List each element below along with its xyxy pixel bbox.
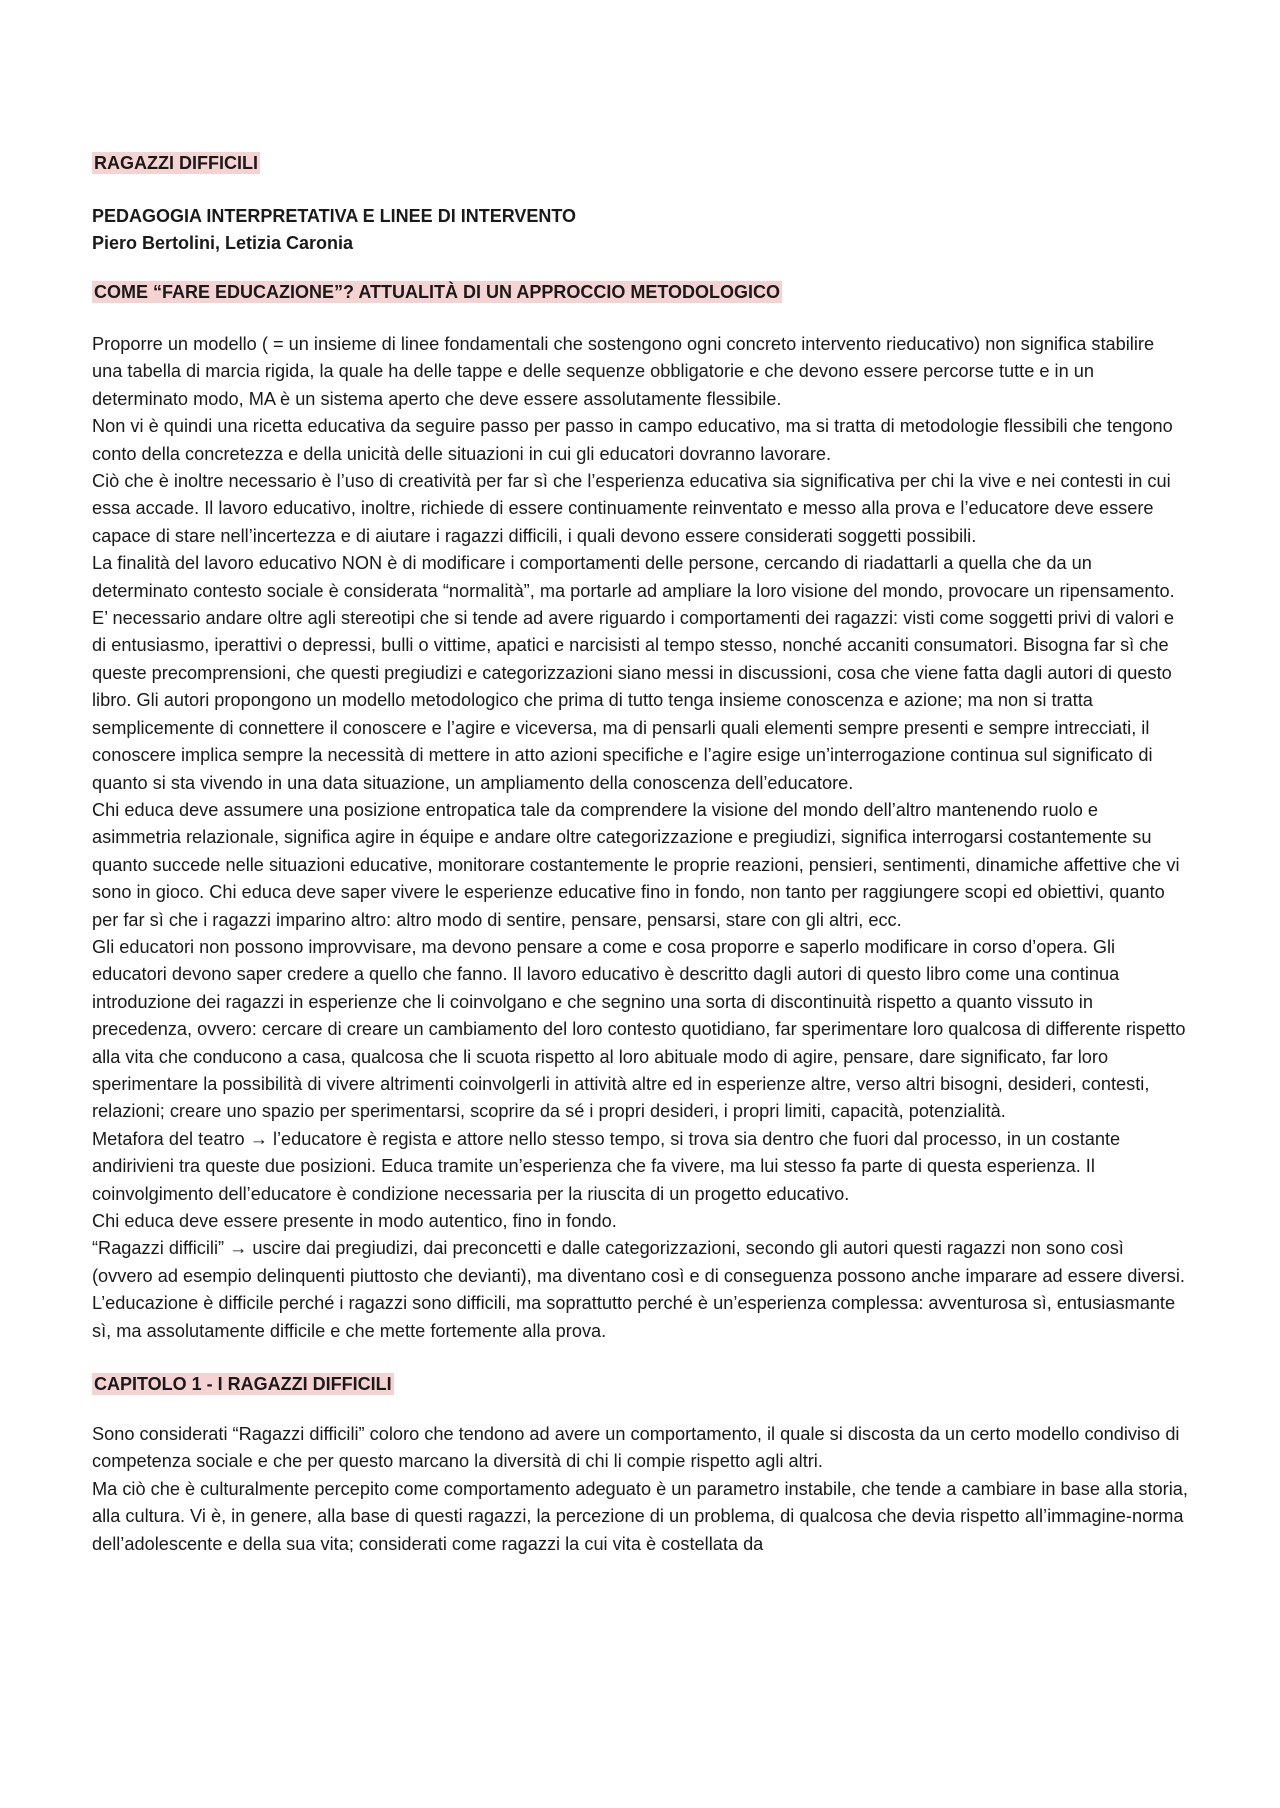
paragraph: Non vi è quindi una ricetta educativa da seguire passo per passo in campo educativo, ma si tratta di metodologie flessibili che tengono conto della concretezza e della unicità delle situazioni in cui gli educatori dovranno lavorare. xyxy=(92,416,1173,464)
section-body xyxy=(92,331,1188,1345)
paragraph: Ma ciò che è culturalmente percepito come comportamento adeguato è un parametro instabile, che tende a cambiare in base alla storia, alla cultura. Vi è, in genere, alla base di questi ragazzi, la percezione di un problema, di qualcosa che devia rispetto all’immagine-norma dell’adolescente e della sua vita; considerati come ragazzi la cui vita è costellata da xyxy=(92,1478,1188,1554)
paragraph: Sono considerati “Ragazzi difficili” coloro che tendono ad avere un comportamento, il quale si discosta da un certo modello condiviso di competenza sociale e che per questo marcano la diversità di chi li compie rispetto agli altri. xyxy=(92,1424,1180,1472)
paragraph: Metafora del teatro → l’educatore è regista e attore nello stesso tempo, si trova sia dentro che fuori dal processo, in un costante andirivieni tra queste due posizioni. Educa tramite un’esperienza che fa vivere, ma lui stesso fa parte di questa esperienza. Il coinvolgimento dell’educatore è condizione necessaria per la riuscita di un progetto educativo. xyxy=(92,1128,1121,1204)
paragraph: “Ragazzi difficili” → uscire dai pregiudizi, dai preconcetti e dalle categorizzazioni, secondo gli autori questi ragazzi non sono così (ovvero ad esempio delinquenti piuttosto che devianti), ma diventano così e di conseguenza possono anche imparare ad essere diversi. L’educazione è difficile perché i ragazzi sono difficili, ma soprattutto perché è un’esperienza complessa: avventurosa sì, entusiasmante sì, ma assolutamente difficile e che mette fortemente alla prova. xyxy=(92,1238,1185,1341)
chapter-body xyxy=(92,1421,1188,1558)
paragraph: Proporre un modello ( = un insieme di linee fondamentali che sostengono ogni concreto intervento rieducativo) non significa stabilire una tabella di marcia rigida, la quale ha delle tappe e delle sequenze obbligatorie e che devono essere percorse tutte e in un determinato modo, MA è un sistema aperto che deve essere assolutamente flessibile. xyxy=(92,334,1155,409)
chapter-heading-block xyxy=(92,1371,1188,1397)
document-title-block xyxy=(92,150,1188,176)
chapter-heading: CAPITOLO 1 - I RAGAZZI DIFFICILI xyxy=(94,1374,392,1395)
book-title: PEDAGOGIA INTERPRETATIVA E LINEE DI INTERVENTO xyxy=(92,206,577,226)
document-title: RAGAZZI DIFFICILI xyxy=(94,153,258,173)
book-authors: Piero Bertolini, Letizia Caronia xyxy=(92,233,354,253)
paragraph: La finalità del lavoro educativo NON è di modificare i comportamenti delle persone, cercando di riadattarli a quella che da un determinato contesto sociale è considerata “normalità”, ma portarle ad ampliare la loro visione del mondo, provocare un ripensamento. E’ necessario andare oltre agli stereotipi che si tende ad avere riguardo i comportamenti dei ragazzi: visti come soggetti privi di valori e di entusiasmo, iperattivi o depressi, bulli o vittime, apatici e narcisisti al tempo stesso, nonché accaniti consumatori. Bisogna far sì che queste precomprensioni, che questi pregiudizi e categorizzazioni siano messi in discussioni, cosa che viene fatta dagli autori di questo libro. Gli autori propongono un modello metodologico che prima di tutto tenga insieme conoscenza e azione; ma non si tratta semplicemente di connettere il conoscere e l’agire e viceversa, ma di pensarli quali elementi sempre presenti e sempre intrecciati, il conoscere implica sempre la necessità di mettere in atto azioni specifiche e l’agire esige un’interrogazione continua sul significato di quanto si sta vivendo in una data situazione, un ampliamento della conoscenza dell’educatore. xyxy=(92,553,1175,793)
paragraph: Gli educatori non possono improvvisare, ma devono pensare a come e cosa proporre e saperlo modificare in corso d’opera. Gli educatori devono saper credere a quello che fanno. Il lavoro educativo è descritto dagli autori di questo libro come una continua introduzione dei ragazzi in esperienze che li coinvolgano e che segnino una sorta di discontinuità rispetto a quanto vissuto in precedenza, ovvero: cercare di creare un cambiamento del loro contesto quotidiano, far sperimentare loro qualcosa di differente rispetto alla vita che conducono a casa, qualcosa che li scuota rispetto al loro abituale modo di agire, pensare, dare significato, far loro sperimentare la possibilità di vivere altrimenti coinvolgerli in attività altre ed in esperienze altre, verso altri bisogni, desideri, contesti, relazioni; creare uno spazio per sperimentarsi, scoprire da sé i propri desideri, i propri limiti, capacità, potenzialità. xyxy=(92,936,1186,1122)
paragraph: Chi educa deve essere presente in modo autentico, fino in fondo. xyxy=(92,1211,617,1231)
section-heading: COME “FARE EDUCAZIONE”? ATTUALITÀ DI UN APPROCCIO METODOLOGICO xyxy=(94,282,780,302)
section-heading-block xyxy=(92,279,1188,305)
paragraph: Ciò che è inoltre necessario è l’uso di creatività per far sì che l’esperienza educativa sia significativa per chi la vive e nei contesti in cui essa accade. Il lavoro educativo, inoltre, richiede di essere continuamente reinventato e messo alla prova e l’educatore deve essere capace di stare nell’incertezza e di aiutare i ragazzi difficili, i quali devono essere considerati soggetti possibili. xyxy=(92,471,1171,546)
paragraph: Chi educa deve assumere una posizione entropatica tale da comprendere la visione del mondo dell’altro mantenendo ruolo e asimmetria relazionale, significa agire in équipe e andare oltre categorizzazione e pregiudizi, significa interrogarsi costantemente su quanto succede nelle situazioni educative, monitorare costantemente le proprie reazioni, pensieri, sentimenti, dinamiche affettive che vi sono in gioco. Chi educa deve saper vivere le esperienze educative fino in fondo, non tanto per raggiungere scopi ed obiettivi, quanto per far sì che i ragazzi imparino altro: altro modo di sentire, pensare, pensarsi, stare con gli altri, ecc. xyxy=(92,799,1180,930)
